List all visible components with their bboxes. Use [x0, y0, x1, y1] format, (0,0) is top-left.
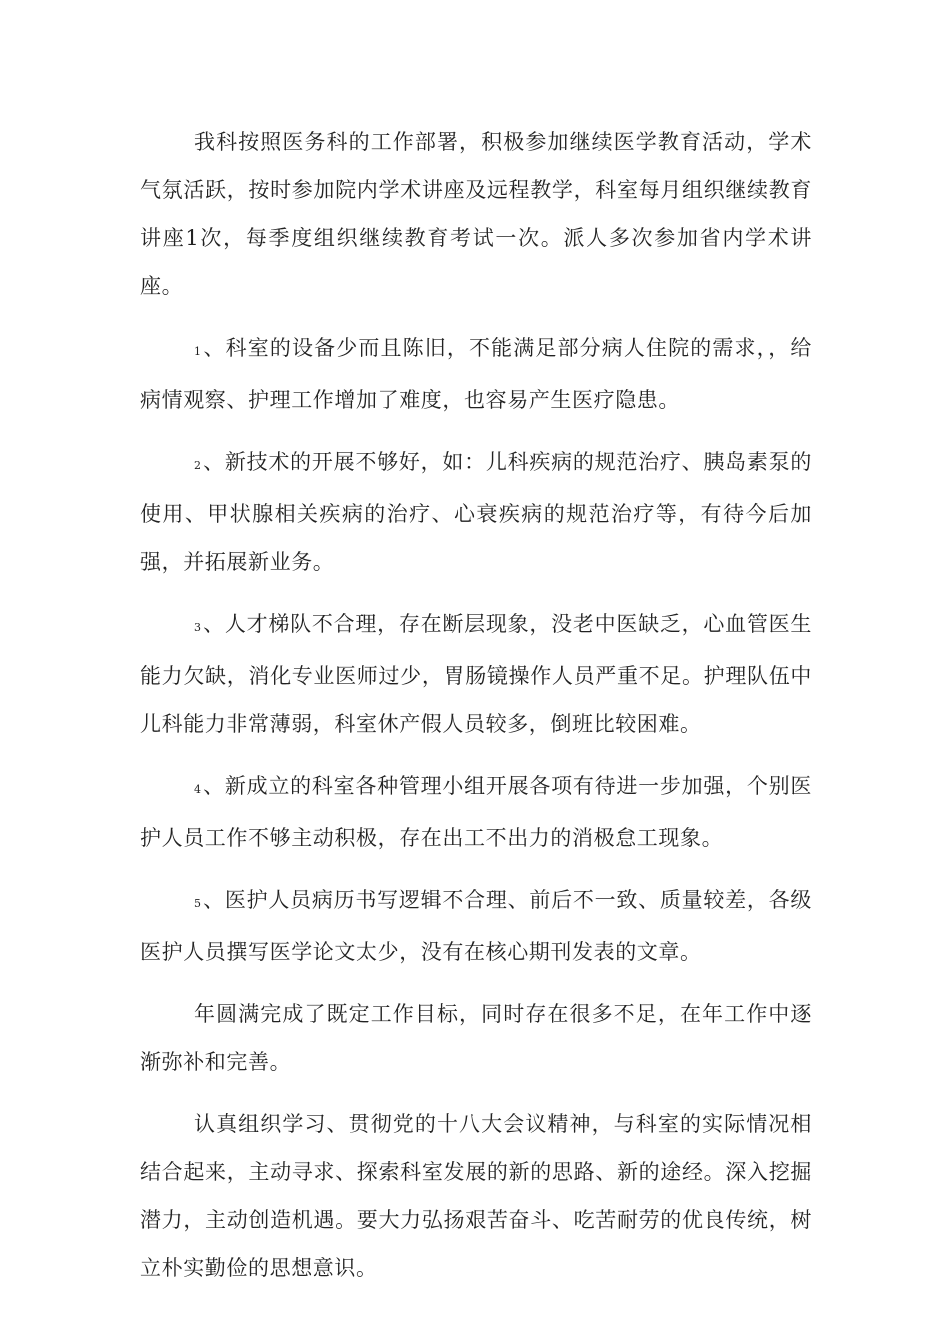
paragraph-text: 年圆满完成了既定工作目标，同时存在很多不足，在年工作中逐渐弥补和完善。	[140, 1002, 812, 1074]
paragraph-issue-3	[140, 600, 812, 748]
paragraph-text: 、科室的设备少而且陈旧，不能满足部分病人住院的需求，，给病情观察、护理工作增加了难度，也容易产生医疗隐患。	[140, 336, 812, 412]
list-number: 5	[194, 897, 201, 910]
list-number: 3	[194, 621, 201, 634]
list-number: 1	[194, 345, 201, 358]
paragraph-summary	[140, 990, 812, 1086]
paragraph-text: 我科按照医务科的工作部署，积极参加继续医学教育活动，学术气氛活跃，按时参加院内学术讲座及远程教学，科室每月组织继续教育讲座1次，每季度组织继续教育考试一次。派人多次参加省内学术讲座。	[140, 130, 812, 298]
paragraph-issue-4	[140, 762, 812, 862]
paragraph-text: 、新技术的开展不够好，如：儿科疾病的规范治疗、胰岛素泵的使用、甲状腺相关疾病的治疗、心衰疾病的规范治疗等，有待今后加强，并拓展新业务。	[140, 450, 812, 574]
paragraph-text: 、人才梯队不合理，存在断层现象，没老中医缺乏，心血管医生能力欠缺，消化专业医师过少，胃肠镜操作人员严重不足。护理队伍中儿科能力非常薄弱，科室休产假人员较多，倒班比较困难。	[140, 612, 812, 736]
paragraph-issue-5	[140, 876, 812, 976]
list-number: 4	[194, 783, 201, 796]
paragraph-issue-1	[140, 324, 812, 424]
paragraph-text: 、医护人员病历书写逻辑不合理、前后不一致、质量较差，各级医护人员撰写医学论文太少，没有在核心期刊发表的文章。	[140, 888, 812, 964]
document-body	[140, 118, 812, 1306]
paragraph-issue-2	[140, 438, 812, 586]
paragraph-text: 、新成立的科室各种管理小组开展各项有待进一步加强，个别医护人员工作不够主动积极，存在出工不出力的消极怠工现象。	[140, 774, 812, 850]
paragraph-text: 认真组织学习、贯彻党的十八大会议精神，与科室的实际情况相结合起来，主动寻求、探索科室发展的新的思路、新的途经。深入挖掘潜力，主动创造机遇。要大力弘扬艰苦奋斗、吃苦耐劳的优良传统，树立朴实勤俭的思想意识。	[140, 1112, 812, 1280]
paragraph-outlook	[140, 1100, 812, 1292]
paragraph-continuing-education	[140, 118, 812, 310]
list-number: 2	[194, 459, 201, 472]
